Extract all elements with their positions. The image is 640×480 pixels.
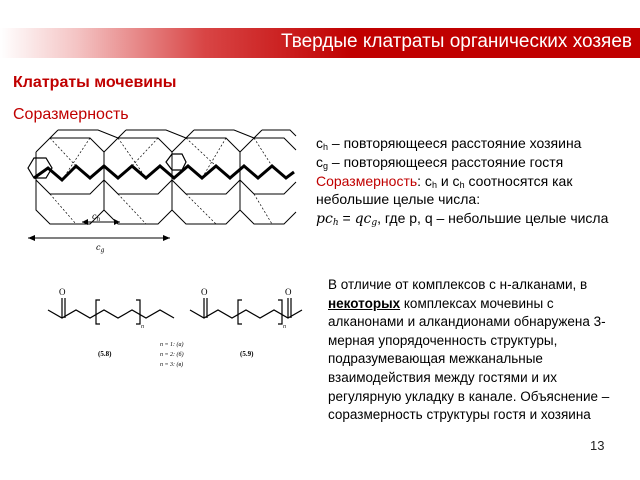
- page-number: 13: [590, 438, 605, 453]
- label-ch: $c_h$: [92, 212, 101, 223]
- title-bar: [0, 28, 640, 58]
- definition-commensurability: Соразмерность: $c_h$ и $c_h$ соотносятся как небольшие целые числа:: [316, 172, 573, 208]
- atom-o-3: O: [285, 287, 292, 297]
- definition-guest-repeat: $c_g$ – повторяющееся расстояние гостя: [316, 153, 564, 171]
- guest-chain: [34, 166, 294, 180]
- definition-host-repeat: $c_h$ – повторяющееся расстояние хозяина: [316, 135, 582, 152]
- emphasis-some: некоторых: [328, 295, 401, 311]
- compound-label-5-8: (5.8): [98, 350, 112, 358]
- legend-n2: n = 2: (б): [160, 352, 184, 358]
- legend-n3: n = 3: (в): [160, 362, 184, 368]
- atom-o-1: O: [59, 287, 66, 297]
- chemical-structures: [40, 284, 312, 380]
- definitions-block: [316, 134, 634, 229]
- commensurability-equation: $pc_h = qc_g$, где p, q – небольшие целые числа: [316, 210, 609, 229]
- section-subtitle: Соразмерность: [13, 106, 129, 123]
- channel-structure-figure: [14, 122, 304, 262]
- repeat-n-1: n: [141, 324, 144, 330]
- explanation-paragraph: В отличие от комплексов с н-алканами, в некоторых комплексах мочевины с алканонами и алкандионами обнаружена 3-мерная упорядоченность структуры, подразумевающая межканальные взаимодействия между гостями и их регулярную укладку в канале. Объяснение – соразмерность структуры гостя и хозяина: [328, 277, 610, 423]
- label-cg: $c_g$: [96, 243, 105, 254]
- atom-o-2: O: [201, 287, 208, 297]
- repeat-n-2: n: [283, 324, 286, 330]
- legend-n1: n = 1: (a): [160, 342, 184, 348]
- section-title: Клатраты мочевины: [13, 74, 177, 91]
- compound-label-5-9: (5.9): [240, 350, 254, 358]
- slide-title: Твердые клатраты органических хозяев: [280, 31, 632, 52]
